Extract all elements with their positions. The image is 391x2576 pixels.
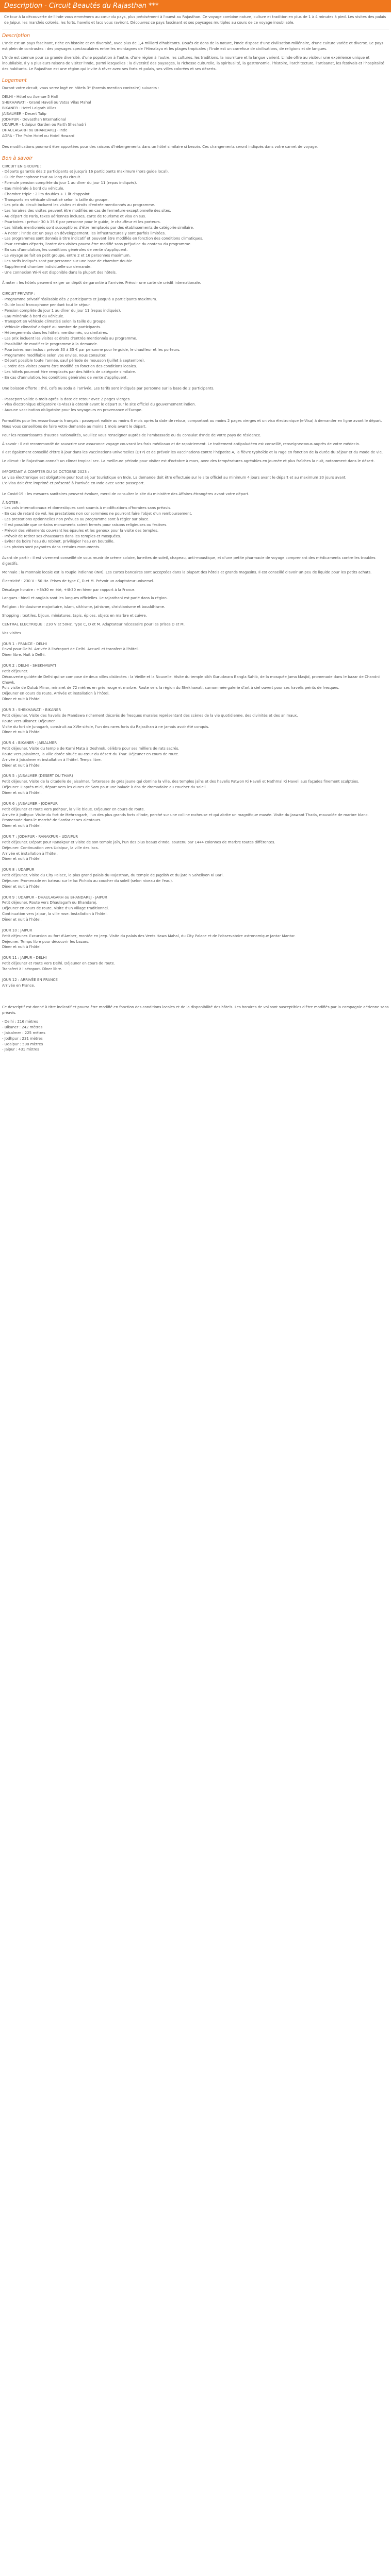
day-block xyxy=(2,801,389,834)
day-line: Petit déjeuner. Visite des havelis de Mandawa richement décorés de fresques murales représentant des scènes de la vie quotidienne, des divinités et des animaux. xyxy=(2,713,298,718)
day-line: Dîner et nuit à l'hôtel. xyxy=(2,730,42,735)
day-line: Déjeuner en cours de route. Arrivée et installation à l'hôtel. xyxy=(2,691,110,696)
savoir-line: - Eau minérale à bord du véhicule. xyxy=(2,186,64,191)
formalites-paragraph: Il est également conseillé d'être à jour dans les vaccinations universelles (DTP) et de prévoir les vaccinations contre l'hépatite A, la fièvre typhoïde et la rage en fonction de la durée du séjour et du mode de vie. xyxy=(2,450,383,455)
formalites-paragraph: Le climat : le Rajasthan connaît un climat tropical sec. La meilleure période pour visiter est d'octobre à mars, avec des températures agréables en journée et plus fraîches la nuit, notamment dans le désert. xyxy=(2,459,375,464)
climat-paragraph: Monnaie : la monnaie locale est la roupie indienne (INR). Les cartes bancaires sont acceptées dans la plupart des hôtels et grands magasins. Il est conseillé d'avoir un peu de liquide pour les petits achats. xyxy=(2,570,372,574)
savoir-line: - Chambre triple : 2 lits doubles + 1 lit d'appoint. xyxy=(2,192,91,196)
circuit-line: - Guide local francophone pendant tout le séjour. xyxy=(2,302,91,307)
circuit-line: - Les prix incluent les visites et droits d'entrée mentionnés au programme. xyxy=(2,336,137,341)
day-line: Dîner et nuit à l'hôtel. xyxy=(2,884,42,889)
day-line: Déjeuner. Promenade en bateau sur le lac Pichola au coucher du soleil (selon niveau de l'eau). xyxy=(2,878,173,883)
climat-paragraph: Religion : hindouisme majoritaire, islam, sikhisme, jaïnisme, christianisme et bouddhisme. xyxy=(2,605,166,609)
day-title: JOUR 3 : SHEKHAWATI - BIKANER xyxy=(2,708,61,712)
climat-note: CENTRAL ELECTRIQUE : 230 V et 50Hz. Type C, D et M. Adaptateur nécessaire pour les prises D et M. xyxy=(2,622,185,626)
savoir-title: Bon à savoir xyxy=(2,155,32,161)
day-line: Petit déjeuner. Excursion au fort d'Amber, montée en jeep. Visite du palais des Vents Hawa Mahal, du City Palace et de l'observatoire astronomique Jantar Mantar. xyxy=(2,934,296,938)
hotel-item: JAISALMER - Desert Tulip xyxy=(2,111,46,116)
savoir-line: - Départs garantis dès 2 participants et jusqu'à 16 participants maximum (hors guide local). xyxy=(2,170,169,174)
savoir-line: - Au départ de Paris, taxes aériennes incluses, carte de tourisme et visa en sus. xyxy=(2,214,146,219)
programme-closing: Ce descriptif est donné à titre indicatif et pourra être modifié en fonction des conditions locales et de la disponibilité des hôtels. Les horaires de vol sont susceptibles d'être modifiés par la compagnie aérienne sans préavis. xyxy=(2,1005,389,1015)
day-line: Puis visite de Qutub Minar, minaret de 72 mètres en grès rouge et marbre. Route vers la région du Shekhawati, surnommée galerie d'art à ciel ouvert pour ses havelis peints de fresques. xyxy=(2,686,339,690)
important-line: L'e-Visa doit être imprimé et présenté à l'arrivée en Inde avec votre passeport. xyxy=(2,481,145,485)
day-line: Petit déjeuner et route vers Delhi. Déjeuner en cours de route. xyxy=(2,961,116,966)
circuit-line: - Les hôtels pourront être remplacés par des hôtels de catégorie similaire. xyxy=(2,370,136,375)
hotel-item: DHAULAGARH ou BHANDAREJ - Inde xyxy=(2,128,68,133)
day-title: JOUR 9 : UDAIPUR - DHAULAGARH ou BHANDAREJ - JAIPUR xyxy=(2,895,107,900)
day-line: Déjeuner en cours de route. Visite d'un village traditionnel. xyxy=(2,906,109,911)
savoir-line: - Les prix du circuit incluent les visites et droits d'entrée mentionnés au programme. xyxy=(2,203,155,208)
hotel-item: JODHPUR - Devasthan International xyxy=(2,117,66,122)
formalites-line: - Visa électronique obligatoire (e-Visa) à obtenir avant le départ sur le site officiel du gouvernement indien. xyxy=(2,402,196,407)
day-line: Petit déjeuner. Visite du temple de Karni Mata à Deshnok, célèbre pour ses milliers de rats sacrés. xyxy=(2,747,180,751)
important-section xyxy=(2,469,389,550)
logement-intro: Durant votre circuit, vous serez logé en hôtels 3* (hormis mention contraire) suivants : xyxy=(2,86,159,91)
important-note: - Prévoir de retirer ses chaussures dans les temples et mosquées. xyxy=(2,534,121,538)
important-note: - Les photos sont payantes dans certains monuments. xyxy=(2,545,101,550)
formalites-line: - Passeport valide 6 mois après la date de retour avec 2 pages vierges. xyxy=(2,397,131,401)
savoir-line: - Les hôtels mentionnés sont susceptibles d'être remplacés par des établissements de catégorie similaire. xyxy=(2,225,194,230)
circuit-line: - Pourboires non inclus : prévoir 30 à 35 € par personne pour le guide, le chauffeur et les porteurs. xyxy=(2,347,181,352)
day-line: Découverte guidée de Delhi qui se compose de deux villes distinctes : la Vieille et la Nouvelle. Visite du temple sikh Gurudwara Bangla Sahib, de la mosquée Jama Masjid, promenade dans le bazar de Chandni Chowk. xyxy=(2,674,380,685)
day-line: Promenade dans le marché de Sardar et ses alentours. xyxy=(2,818,102,823)
day-title: JOUR 2 : DELHI - SHEKHAWATI xyxy=(2,664,56,668)
day-title: JOUR 12 : ARRIVÉE EN FRANCE xyxy=(2,977,58,982)
altitude-line: - Jaipur : 431 mètres xyxy=(2,1047,39,1052)
page-title: Description - Circuit Beautés du Rajasthan *** xyxy=(4,2,159,10)
climat-paragraph: Langues : hindi et anglais sont les langues officielles. Le rajasthani est parlé dans la région. xyxy=(2,596,168,601)
savoir-line: - Transports en véhicule climatisé selon la taille du groupe. xyxy=(2,197,109,202)
circuit-line: - Eau minérale à bord du véhicule. xyxy=(2,314,64,318)
day-title: JOUR 7 : JODHPUR - RANAKPUR - UDAIPUR xyxy=(2,835,78,839)
climat-paragraph: Avant de partir : il est vivement conseillé de vous munir de crème solaire, lunettes de soleil, chapeau, anti-moustique, et d'une petite pharmacie de voyage comprenant des médicaments contre les troubles digestifs. xyxy=(2,556,376,566)
day-line: Déjeuner. Temps libre pour découvrir les bazars. xyxy=(2,939,90,944)
circuit-line: - Programme modifiable selon vos envies, nous consulter. xyxy=(2,353,107,358)
day-line: Dîner et nuit à l'hôtel. xyxy=(2,763,42,768)
important-note: - Éviter de boire l'eau du robinet, privilégier l'eau en bouteille. xyxy=(2,539,115,544)
altitude-line: - Udaipur : 598 mètres xyxy=(2,1042,43,1046)
day-line: Route vers Jaisalmer, la ville dorée située au cœur du désert du Thar. Déjeuner en cours de route. xyxy=(2,752,180,756)
important-paragraph: Le Covid-19 : les mesures sanitaires peuvent évoluer, merci de consulter le site du ministère des Affaires étrangères avant votre départ. xyxy=(2,492,250,496)
day-title: JOUR 11 : JAIPUR - DELHI xyxy=(2,956,47,960)
formalites-paragraph: À savoir : il est recommandé de souscrire une assurance voyage couvrant les frais médicaux et de rapatriement. Le traitement antipaludéen est conseillé, renseignez-vous auprès de votre médecin. xyxy=(2,442,360,446)
day-line: Petit déjeuner. xyxy=(2,669,28,673)
day-line: Envol pour Delhi. Arrivée à l'aéroport de Delhi. Accueil et transfert à l'hôtel. xyxy=(2,647,139,652)
day-line: Petit déjeuner. Route vers Dhaulagarh ou Bhandarej. xyxy=(2,901,97,905)
important-line: Le visa électronique est obligatoire pour tout séjour touristique en Inde. La demande doit être effectuée sur le site officiel au minimum 4 jours avant le départ et au maximum 30 jours avant. xyxy=(2,476,347,480)
day-line: Continuation vers Jaipur, la ville rose. Installation à l'hôtel. xyxy=(2,912,108,917)
logement-title: Logement xyxy=(2,77,27,83)
circuit-line: - En cas d'annulation, les conditions générales de vente s'appliquent. xyxy=(2,375,128,380)
circuit-line: - Départ possible toute l'année, sauf période de mousson (juillet à septembre). xyxy=(2,359,145,363)
description-paragraph: L'Inde est connue pour sa grande diversité, d'une population à l'autre, d'une région à l'autre, les cultures, les traditions, la nourriture et la langue varient. L'Inde offre au visiteur une expérience unique et inoubliable. Il y a plusieurs raisons de visiter l'Inde, parmi lesquelles : la diversité des paysages, la richesse culturelle, la spiritualité, la gastronomie, l'histoire, l'architecture, l'artisanat, les festivals et l'hospitalité des habitants. Le Rajasthan est une région qui invite à rêver avec ses forts et palais, ses villes colorées et ses déserts. xyxy=(2,56,384,71)
day-line: Visite du fort de Junagarh, construit au XVIe siècle, l'un des rares forts du Rajasthan à ne jamais avoir été conquis. xyxy=(2,724,209,729)
hotel-item: UDAIPUR - Udaipur Garden ou Parth Sheshadri xyxy=(2,123,86,127)
day-line: Déjeuner. L'après-midi, départ vers les dunes de Sam pour une balade à dos de dromadaire au coucher du soleil. xyxy=(2,785,207,790)
description-title: Description xyxy=(2,32,30,39)
description-section xyxy=(2,32,389,72)
savoir-line: - Guide francophone tout au long du circuit. xyxy=(2,175,82,180)
day-block xyxy=(2,740,389,773)
description-paragraph: L'Inde est un pays fascinant, riche en histoire et en diversité, avec plus de 1,4 milliard d'habitants. Doués de dons de la nature, l'Inde dispose d'une civilisation millénaire, d'une culture variée et diverse. Le pays est plein de contrastes : des paysages spectaculaires entre les montagnes de l'Himalaya et les plages tropicales ; l'Inde est un carrefour de civilisations, de religions et de langues. xyxy=(2,41,383,52)
circuit-line: - Véhicule climatisé adapté au nombre de participants. xyxy=(2,325,101,330)
day-line: Dîner et nuit à l'hôtel. xyxy=(2,697,42,702)
climat-section xyxy=(2,555,389,636)
circuit-line: - Hébergements dans les hôtels mentionnés, ou similaires. xyxy=(2,331,108,335)
climat-paragraph: Shopping : textiles, bijoux, miniatures, tapis, épices, objets en marbre et cuivre. xyxy=(2,614,147,618)
day-block xyxy=(2,977,389,994)
savoir-line: - Une connexion Wi-Fi est disponible dans la plupart des hôtels. xyxy=(2,270,117,275)
day-block xyxy=(2,867,389,894)
day-title: JOUR 4 : BIKANER - JAISALMER xyxy=(2,741,57,745)
hotel-item: SHEKHAWATI - Grand Haveli ou Vatsa Vilas Mahal xyxy=(2,100,91,105)
savoir-line: - En cas d'annulation, les conditions générales de vente s'appliquent. xyxy=(2,248,128,252)
formalites-line: - Aucune vaccination obligatoire pour les voyageurs en provenance d'Europe. xyxy=(2,408,143,413)
day-block xyxy=(2,641,389,664)
savoir-line: - Les programmes sont donnés à titre indicatif et peuvent être modifiés en fonction des conditions climatiques. xyxy=(2,236,203,241)
savoir-line: - Les horaires des visites peuvent être modifiés en cas de fermeture exceptionnelle des sites. xyxy=(2,209,171,213)
day-line: Dîner et nuit à l'hôtel. xyxy=(2,918,42,922)
hotel-item: BIKANER - Hotel Lalgarh Villas xyxy=(2,106,57,110)
day-line: Petit déjeuner. Visite du City Palace, le plus grand palais du Rajasthan, du temple de Jagdish et du jardin Saheliyon Ki Bari. xyxy=(2,873,224,878)
day-line: Dîner et nuit à l'hôtel. xyxy=(2,945,42,950)
day-block xyxy=(2,834,389,867)
circuit-heading: CIRCUIT PRIVATIF : xyxy=(2,292,36,296)
savoir-line: - Pour certains départs, l'ordre des visites pourra être modifié sans préjudice du contenu du programme. xyxy=(2,242,191,247)
day-block xyxy=(2,895,389,928)
savoir-line: - Pourboires : prévoir 30 à 35 € par personne pour le guide, le chauffeur et les porteurs. xyxy=(2,219,161,224)
formalites-paragraph: Pour les ressortissants d'autres nationalités, veuillez vous renseigner auprès de l'ambassade ou du consulat d'Inde de votre pays de résidence. xyxy=(2,433,262,437)
formalites-section xyxy=(2,397,389,465)
day-title: JOUR 10 : JAIPUR xyxy=(2,928,32,933)
day-block xyxy=(2,773,389,801)
day-line: Dîner et nuit à l'hôtel. xyxy=(2,857,42,861)
day-line: Arrivée et installation à l'hôtel. xyxy=(2,851,58,856)
circuit-line: - L'ordre des visites pourra être modifié en fonction des conditions locales. xyxy=(2,364,137,369)
day-line: Arrivée à Jodhpur. Visite du fort de Mehrangarh, l'un des plus grands forts d'Inde, perché sur une colline rocheuse et qui abrite un magnifique musée. Visite du Jaswant Thada, mausolée de marbre blanc. xyxy=(2,812,369,817)
hotel-item: AGRA - The Palm Hotel ou Hotel Howard xyxy=(2,134,75,139)
day-title: JOUR 6 : JAISALMER - JODHPUR xyxy=(2,801,58,806)
logement-section xyxy=(2,77,389,150)
circuit-line: - Pension complète du jour 1 au dîner du jour 11 (repas indiqués). xyxy=(2,308,121,313)
climat-paragraph: Décalage horaire : +3h30 en été, +4h30 en hiver par rapport à la France. xyxy=(2,587,136,592)
hotel-item: DELHI - Hôtel ou Avenue 5 Hall xyxy=(2,95,58,99)
day-line: Route vers Bikaner. Déjeuner. xyxy=(2,719,56,723)
savoir-line: - Supplément chambre individuelle sur demande. xyxy=(2,264,92,269)
day-line: Petit déjeuner. Départ pour Ranakpur et visite de son temple jaïn, l'un des plus beaux d'Inde, soutenu par 1444 colonnes de marbre toutes différentes. xyxy=(2,840,275,844)
altitude-line: - Jaisalmer : 225 mètres xyxy=(2,1030,45,1035)
savoir-section xyxy=(2,155,389,286)
savoir-line: - Le voyage se fait en petit groupe, entre 2 et 16 personnes maximum. xyxy=(2,253,131,258)
important-note-title: À NOTER : xyxy=(2,500,21,505)
important-note: - Les prestations optionnelles non prévues au programme sont à régler sur place. xyxy=(2,517,150,522)
climat-paragraph: Électricité : 230 V - 50 Hz. Prises de type C, D et M. Prévoir un adaptateur universel. xyxy=(2,579,154,583)
formalites-paragraph: Formalités pour les ressortissants français : passeport valide au moins 6 mois après la date de retour, comportant au moins 2 pages vierges et un visa électronique (e-Visa) à demander en ligne avant le départ. Nous vous conseillons de faire votre demande au moins 1 mois avant le départ. xyxy=(2,419,382,429)
circuit-line: - Programme privatif réalisable dès 2 participants et jusqu'à 8 participants maximum. xyxy=(2,297,157,302)
important-heading: IMPORTANT À COMPTER DU 16 OCTOBRE 2023 : xyxy=(2,470,89,474)
savoir-note: À noter : les hôtels peuvent exiger un dépôt de garantie à l'arrivée. Prévoir une carte de crédit internationale. xyxy=(2,281,201,285)
savoir-heading: CIRCUIT EN GROUPE : xyxy=(2,164,42,168)
day-line: Déjeuner. Continuation vers Udaipur, la ville des lacs. xyxy=(2,845,99,850)
circuit-also: Une boisson offerte : thé, café ou soda à l'arrivée. Les tarifs sont indiqués par personne sur la base de 2 participants. xyxy=(2,386,215,391)
important-note: - Les vols internationaux et domestiques sont soumis à modifications d'horaires sans préavis. xyxy=(2,506,172,511)
day-line: Dîner libre. Nuit à Delhi. xyxy=(2,653,46,657)
day-block xyxy=(2,663,389,707)
day-title: JOUR 8 : UDAIPUR xyxy=(2,868,35,872)
day-block xyxy=(2,955,389,977)
day-line: Petit déjeuner et route vers Jodhpur, la ville bleue. Déjeuner en cours de route. xyxy=(2,807,145,811)
day-line: Arrivée en France. xyxy=(2,983,35,988)
intro-text: Ce tour à la découverte de l'Inde vous emmènera au cœur du pays, plus précisément à l'ouest au Rajasthan. Ce voyage combine nature, culture et tradition en plus de 1 à 4 minutes à pied. Les visites des palais de Jaipur, les marchés colorés, les forts, havelis et lacs vous raviront. Découvrez ce pays fascinant et ses paysages multiples au cours de ce voyage inoubliable. xyxy=(2,12,389,29)
day-block xyxy=(2,707,389,740)
savoir-line: - Formule pension complète du jour 1 au dîner du jour 11 (repas indiqués). xyxy=(2,181,137,185)
circuit-section xyxy=(2,291,389,391)
circuit-line: - Possibilité de modifier le programme à la demande. xyxy=(2,342,99,346)
savoir-line: - À noter : l'Inde est un pays en développement, les infrastructures y sont parfois limitées. xyxy=(2,231,166,235)
day-line: Arrivée à Jaisalmer et installation à l'hôtel. Temps libre. xyxy=(2,757,102,762)
day-line: Transfert à l'aéroport. Dîner libre. xyxy=(2,967,62,971)
important-note: - Prévoir des vêtements couvrant les épaules et les genoux pour la visite des temples. xyxy=(2,528,159,533)
day-line: Petit déjeuner. Visite de la citadelle de Jaisalmer, forteresse de grès jaune qui domine la ville, des temples jaïns et des havelis Patwon Ki Haveli et Nathmal Ki Haveli aux façades finement sculptées. xyxy=(2,779,360,784)
altitude-line: - Bikaner : 242 mètres xyxy=(2,1025,43,1029)
circuit-line: - Transport en véhicule climatisé selon la taille du groupe. xyxy=(2,319,107,324)
altitude-line: - Jodhpur : 231 mètres xyxy=(2,1036,43,1041)
important-note: - Il est possible que certains monuments soient fermés pour raisons religieuses ou festives. xyxy=(2,522,168,527)
day-block xyxy=(2,928,389,955)
day-title: JOUR 5 : JAISALMER (DESERT DU THAR) xyxy=(2,774,73,778)
day-line: Dîner et nuit à l'hôtel. xyxy=(2,824,42,828)
logement-outro: Des modifications pourront être apportées pour des raisons d'hébergements dans un hôtel similaire si besoin. Ces changements seront indiqués dans votre carnet de voyage. xyxy=(2,144,318,149)
savoir-line: - Les tarifs indiqués sont par personne sur une base de chambre double. xyxy=(2,259,134,263)
important-note: - En cas de retard de vol, les prestations non consommées ne pourront faire l'objet d'un remboursement. xyxy=(2,512,192,516)
page-header xyxy=(0,0,391,12)
altitude-line: - Delhi : 216 mètres xyxy=(2,1020,38,1024)
day-title: JOUR 1 : FRANCE - DELHI xyxy=(2,641,47,646)
programme-section xyxy=(2,641,389,1053)
climat-footer: Vos visites xyxy=(2,631,21,635)
day-line: Dîner et nuit à l'hôtel. xyxy=(2,790,42,795)
